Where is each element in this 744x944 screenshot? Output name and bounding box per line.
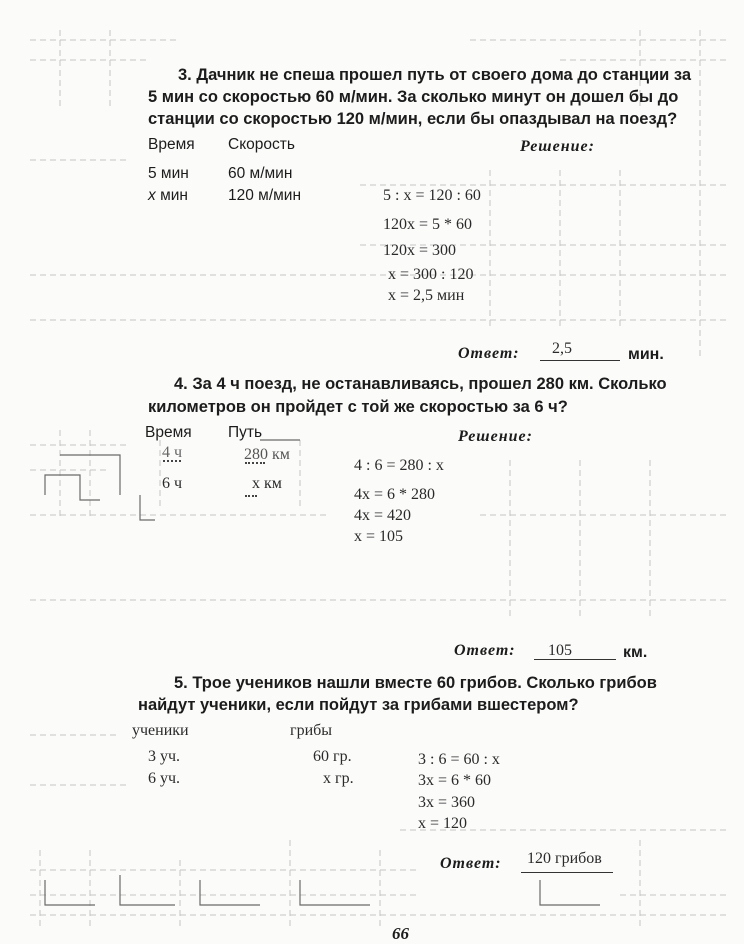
task3-line2: 5 мин со скоростью 60 м/мин. За сколько минут он дошел бы до	[148, 88, 679, 106]
task3-step-5: x = 2,5 мин	[388, 287, 465, 304]
task4-line1: 4. За 4 ч поезд, не останавливаясь, прошел 280 км. Сколько	[174, 375, 667, 393]
task4-row1-time: 4 ч	[162, 444, 183, 461]
task3-line3: станции со скоростью 120 м/мин, если бы опаздывал на поезд?	[148, 110, 678, 128]
task3-row2-time-unit: мин	[160, 187, 188, 204]
task4-step-1: 4 : 6 = 280 : x	[354, 457, 444, 474]
task4-row2-time: 6 ч	[162, 475, 183, 492]
task3-answer-underline	[540, 360, 620, 361]
task5-step-1: 3 : 6 = 60 : x	[418, 751, 500, 768]
task3-line1: 3. Дачник не спеша прошел путь от своего дома до станции за	[178, 66, 692, 84]
task3-answer-unit: мин.	[628, 346, 664, 363]
task3-answer-label: Ответ:	[458, 345, 520, 362]
task4-row2-path-dots	[245, 495, 257, 497]
task3-row2-speed: 120 м/мин	[228, 187, 302, 204]
task5-row2-mushrooms: x гр.	[323, 770, 354, 787]
task4-answer-underline	[534, 659, 616, 660]
task4-row1-time-dots	[163, 460, 181, 462]
task3-step-4: x = 300 : 120	[388, 266, 474, 283]
task3-solution-label: Решение:	[520, 138, 595, 155]
task5-step-2: 3x = 6 * 60	[418, 772, 492, 789]
task5-row2-students: 6 уч.	[148, 770, 181, 787]
task5-answer-value: 120 грибов	[527, 850, 602, 867]
task3-col-speed-header: Скорость	[228, 136, 295, 153]
task4-answer-label: Ответ:	[454, 642, 516, 659]
page-number: 66	[392, 924, 409, 943]
task3-row2-time-var: x	[148, 187, 156, 204]
task4-line2: километров он пройдет с той же скоростью за 6 ч?	[148, 398, 568, 416]
task3-step-1: 5 : x = 120 : 60	[383, 187, 481, 204]
task5-row1-students: 3 уч.	[148, 748, 181, 765]
task5-answer-underline	[521, 872, 613, 873]
task4-answer-unit: км.	[623, 644, 648, 661]
task3-step-3: 120x = 300	[383, 242, 457, 259]
task4-col-path-header: Путь	[228, 424, 263, 441]
task3-row1-time: 5 мин	[148, 165, 189, 182]
task4-step-4: x = 105	[354, 528, 404, 545]
task4-row1-path: 280 км	[244, 446, 290, 463]
task4-step-3: 4x = 420	[354, 507, 412, 524]
task4-col-time-header: Время	[145, 424, 192, 441]
task5-answer-label: Ответ:	[440, 855, 502, 872]
task5-col-students-header: ученики	[132, 722, 189, 739]
task3-answer-value: 2,5	[552, 340, 572, 357]
task5-line2: найдут ученики, если пойдут за грибами вшестером?	[138, 696, 579, 714]
task3-row2-time	[148, 187, 188, 205]
task4-row2-path: x км	[252, 475, 282, 492]
task5-step-4: x = 120	[418, 815, 468, 832]
task5-line1: 5. Трое учеников нашли вместе 60 грибов. Сколько грибов	[174, 674, 657, 692]
task5-col-mushrooms-header: грибы	[290, 722, 333, 739]
task3-col-time-header: Время	[148, 136, 195, 153]
task3-row1-speed: 60 м/мин	[228, 165, 293, 182]
task5-step-3: 3x = 360	[418, 794, 476, 811]
task3-step-2: 120x = 5 * 60	[383, 216, 473, 233]
task4-answer-value: 105	[548, 642, 572, 659]
task4-solution-label: Решение:	[458, 428, 533, 445]
task5-row1-mushrooms: 60 гр.	[313, 748, 352, 765]
task4-row1-path-dots	[245, 462, 265, 464]
task4-step-2: 4x = 6 * 280	[354, 486, 436, 503]
